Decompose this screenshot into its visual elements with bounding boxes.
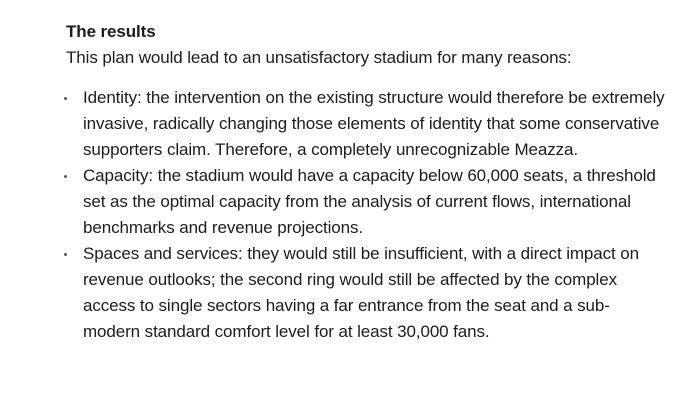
list-item-identity bbox=[66, 85, 666, 163]
bullet-icon bbox=[64, 175, 67, 178]
list-item-spaces-services bbox=[66, 241, 666, 345]
section-heading: The results bbox=[66, 22, 156, 41]
list-item-capacity bbox=[66, 163, 666, 241]
bullet-icon bbox=[64, 97, 67, 100]
document-body bbox=[66, 19, 666, 345]
list-item-text: Spaces and services: they would still be insufficient, with a direct impact on revenue outlooks; the second ring would still be affected by the complex access to single sectors having a far entrance from the seat and a sub-modern standard comfort level for at least 30,000 fans. bbox=[83, 244, 639, 341]
list-item-text: Capacity: the stadium would have a capacity below 60,000 seats, a threshold set as the optimal capacity from the analysis of current flows, international benchmarks and revenue projections. bbox=[83, 166, 656, 237]
list-item-text: Identity: the intervention on the existing structure would therefore be extremely invasive, radically changing those elements of identity that some conservative supporters claim. Therefore, a completely unrecognizable Meazza. bbox=[83, 88, 665, 159]
intro-paragraph: This plan would lead to an unsatisfactory stadium for many reasons: bbox=[66, 48, 572, 67]
reasons-list bbox=[66, 85, 666, 345]
bullet-icon bbox=[64, 253, 67, 256]
